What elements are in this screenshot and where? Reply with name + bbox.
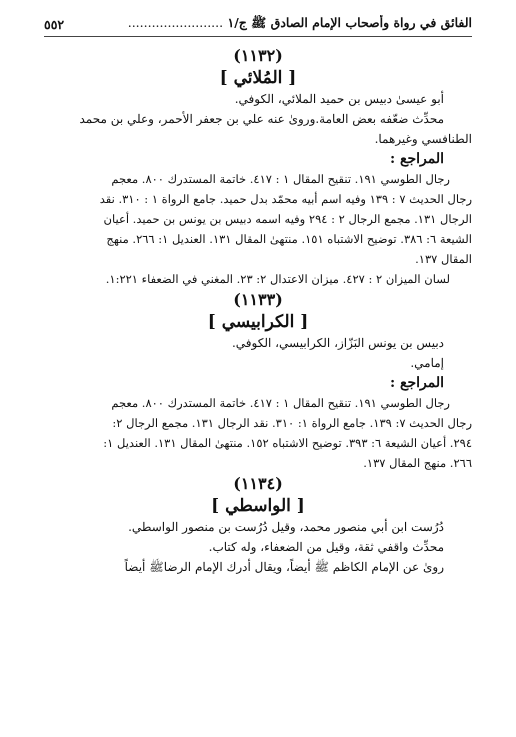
references-line: الشيعة ٦: ٣٨٦. توضيح الاشتباه ١٥١. منتهىٰ المقال ١٣١. العنديل ١: ٢٦٦. منهج	[106, 232, 472, 246]
entry-title: [ الكرابيسي ]	[207, 312, 309, 332]
entry-number: (١١٣٢)	[233, 46, 283, 65]
references-line: ٢٦٦. منهج المقال ١٣٧.	[363, 456, 472, 470]
references-line: ٢٩٤. أعيان الشيعة ٦: ٣٩٣. توضيح الاشتباه ١٥٢. منتهىٰ المقال ١٣١. العنديل ١:	[103, 436, 472, 450]
entry-body-line: روىٰ عن الإمام الكاظم ﷺ أيضاً، ويقال أدرك الإمام الرضاﷺ أيضاً	[124, 560, 444, 574]
entry-1132	[44, 45, 472, 289]
entry-body-line: الطنافسي وغيرهما.	[374, 132, 472, 146]
page-number: ٥٥٢	[44, 16, 65, 32]
references-line: المقال ١٣٧.	[415, 252, 472, 266]
references-line: رجال الحديث ٧ : ١٣٩ وفيه اسم أبيه محمّد بدل حميد. جامع الرواة ١ : ٣١٠. نقد	[99, 192, 472, 206]
entry-body-line: محدِّث ضعّفه بعض العامة.وروىٰ عنه علي بن جعفر الأحمر، وعلي بن محمد	[79, 112, 444, 126]
entry-title: [ المُلائي ]	[219, 68, 297, 88]
entry-body-line: أبو عيسىٰ دبيس بن حميد الملائي، الكوفي.	[234, 92, 444, 106]
entry-title: [ الواسطي ]	[211, 496, 305, 516]
entry-1134	[44, 473, 472, 577]
entry-number: (١١٣٤)	[233, 474, 283, 493]
page-header	[44, 14, 472, 37]
entry-body-line: دبيس بن يونس البَزّاز، الكرابيسي، الكوفي.	[231, 336, 444, 350]
running-title	[72, 15, 472, 34]
references-line: لسان الميزان ٢ : ٤٢٧. ميزان الاعتدال ٢: ٢٣. المغني في الضعفاء ١:٢٢١.	[105, 272, 450, 286]
references-line: الرجال ١٣١. مجمع الرجال ٢ : ٢٩٤ وفيه اسمه دبيس بن يونس بن حميد. أعيان	[103, 212, 472, 226]
references-line: رجال الطوسي ١٩١. تنقيح المقال ١ : ٤١٧. خاتمة المستدرك ٨٠٠. معجم	[111, 172, 450, 186]
header-dots: ........................	[127, 14, 224, 30]
references-heading: المراجع :	[389, 375, 444, 391]
references-line: رجال الحديث ٧: ١٣٩. جامع الرواة ١: ٣١٠. نقد الرجال ١٣١. مجمع الرجال ٢:	[112, 416, 472, 430]
references-heading: المراجع :	[389, 151, 444, 167]
entry-number: (١١٣٣)	[233, 290, 283, 309]
running-title-text: الفائق في رواة وأصحاب الإمام الصادق ﷺ ج/١	[227, 14, 472, 30]
references-line: رجال الطوسي ١٩١. تنقيح المقال ١ : ٤١٧. خاتمة المستدرك ٨٠٠. معجم	[111, 396, 450, 410]
entry-body-line: دُرُست ابن أبي منصور محمد، وقيل دُرُست بن منصور الواسطي.	[128, 520, 444, 534]
entry-1133	[44, 289, 472, 473]
entry-body-line: محدِّث واقفي ثقة، وقيل من الضعفاء، وله كتاب.	[208, 540, 444, 554]
entry-body-line: إمامي.	[410, 356, 444, 370]
